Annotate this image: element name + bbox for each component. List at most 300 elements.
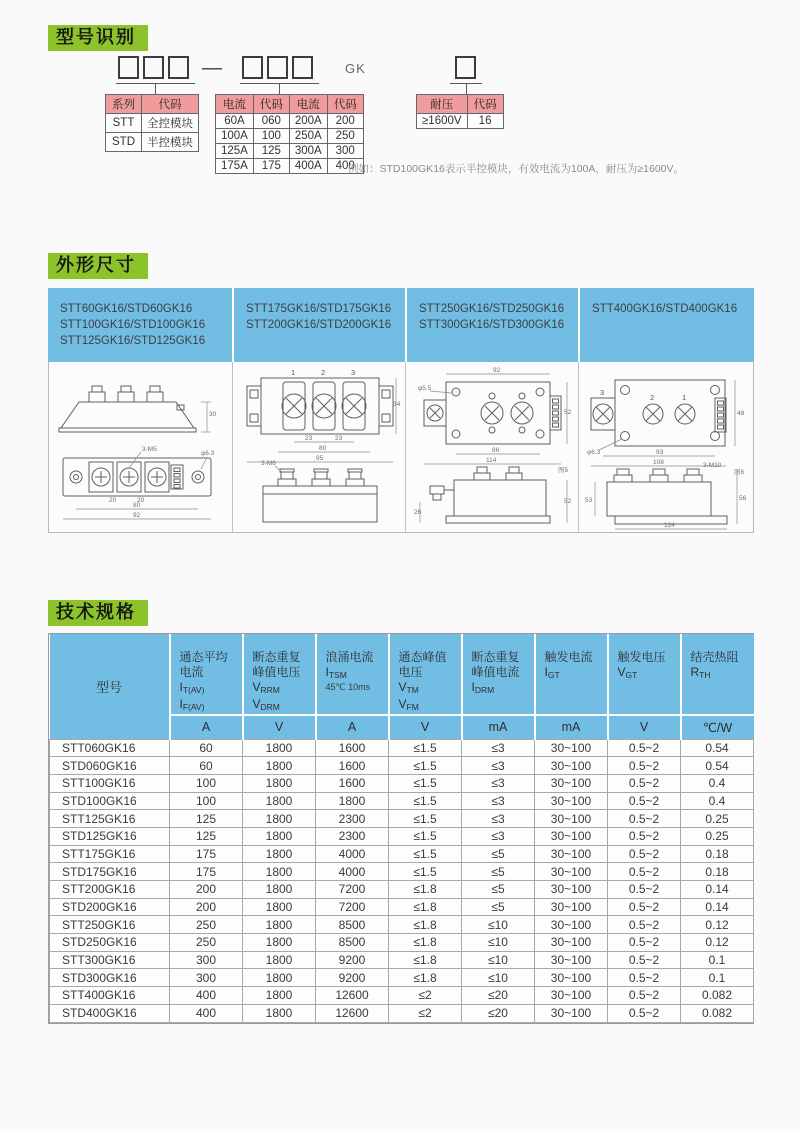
spec-cell-model: STT125GK16 bbox=[50, 810, 170, 828]
spec-cell-value: 1800 bbox=[243, 827, 316, 845]
spec-cell-value: ≤20 bbox=[462, 987, 535, 1005]
table-cell: 200 bbox=[327, 114, 363, 129]
current-code-table bbox=[215, 94, 364, 174]
section-title-outline: 外形尺寸 bbox=[48, 253, 148, 279]
symbol-subscript: GT bbox=[547, 670, 560, 680]
spec-cell-value: 400 bbox=[170, 987, 243, 1005]
spec-cell-value: 0.5~2 bbox=[608, 916, 681, 934]
model-code-boxes-series bbox=[118, 56, 189, 79]
spec-cell-value: 9200 bbox=[316, 951, 389, 969]
spec-unit-cell: mA bbox=[462, 715, 535, 739]
table-cell: 175A bbox=[216, 159, 254, 174]
spec-cell-value: ≤2 bbox=[389, 1004, 462, 1022]
spec-column-header bbox=[535, 634, 608, 715]
spec-data-row bbox=[50, 1004, 754, 1022]
spec-cell-value: 1800 bbox=[243, 951, 316, 969]
spec-cell-value: ≤20 bbox=[462, 1004, 535, 1022]
spec-cell-model: STT175GK16 bbox=[50, 845, 170, 863]
spec-cell-value: ≤1.5 bbox=[389, 810, 462, 828]
spec-cell-value: 1600 bbox=[316, 774, 389, 792]
module-drawing-175-200A bbox=[233, 362, 404, 532]
dim-label: 56 bbox=[738, 495, 746, 502]
spec-cell-value: 300 bbox=[170, 951, 243, 969]
spec-cell-value: ≤1.8 bbox=[389, 916, 462, 934]
spec-cell-value: 0.082 bbox=[681, 987, 754, 1005]
spec-data-row bbox=[50, 987, 754, 1005]
outline-model-group bbox=[578, 288, 754, 362]
spec-cell-value: 30~100 bbox=[535, 898, 608, 916]
spec-cell-value: ≤1.8 bbox=[389, 898, 462, 916]
spec-cell-value: 4000 bbox=[316, 845, 389, 863]
symbol-subscript: FM bbox=[406, 702, 419, 712]
figure-label: 图6 bbox=[733, 469, 744, 476]
spec-cell-value: 0.5~2 bbox=[608, 934, 681, 952]
table-cell: 16 bbox=[467, 114, 503, 129]
spec-cell-value: ≤3 bbox=[462, 739, 535, 757]
model-code-boxes-current bbox=[242, 56, 313, 79]
model-code-box-voltage bbox=[455, 56, 476, 79]
spec-cell-value: 30~100 bbox=[535, 934, 608, 952]
model-name: STT125GK16/STD125GK16 bbox=[60, 335, 206, 347]
module-drawing-400A bbox=[579, 362, 753, 532]
spec-cell-value: ≤5 bbox=[462, 845, 535, 863]
spec-cell-value: 1800 bbox=[243, 757, 316, 775]
spec-cell-value: 30~100 bbox=[535, 1004, 608, 1022]
spec-cell-model: STT100GK16 bbox=[50, 774, 170, 792]
spec-cell-value: 30~100 bbox=[535, 792, 608, 810]
spec-cell-value: 1800 bbox=[243, 792, 316, 810]
spec-cell-model: STD060GK16 bbox=[50, 757, 170, 775]
spec-cell-value: ≤10 bbox=[462, 934, 535, 952]
outline-drawing-3 bbox=[405, 362, 578, 532]
table-row bbox=[216, 129, 364, 144]
table-cell: 400 bbox=[327, 159, 363, 174]
spec-cell-value: 0.5~2 bbox=[608, 774, 681, 792]
outline-model-group bbox=[405, 288, 578, 362]
header-symbol: $I_{T(AV)}$ bbox=[179, 680, 205, 695]
table-row bbox=[216, 144, 364, 159]
dim-label: 92 bbox=[492, 367, 501, 374]
spec-column-header bbox=[681, 634, 754, 715]
spec-cell-value: 1800 bbox=[243, 1004, 316, 1022]
table-cell: 400A bbox=[289, 159, 327, 174]
spec-cell-value: 300 bbox=[170, 969, 243, 987]
spec-cell-value: 250 bbox=[170, 916, 243, 934]
header-symbol: $V_{DRM}$ bbox=[252, 697, 280, 712]
dim-label: 86 bbox=[491, 447, 500, 454]
spec-cell-value: 4000 bbox=[316, 863, 389, 881]
spec-cell-value: 30~100 bbox=[535, 916, 608, 934]
spec-cell-value: 0.5~2 bbox=[608, 845, 681, 863]
spec-cell-value: ≤1.5 bbox=[389, 845, 462, 863]
table-row bbox=[216, 114, 364, 129]
spec-unit-cell: V bbox=[389, 715, 462, 739]
code-box bbox=[242, 56, 263, 79]
spec-cell-value: 0.5~2 bbox=[608, 863, 681, 881]
spec-cell-value: ≤1.5 bbox=[389, 757, 462, 775]
symbol-subscript: F(AV) bbox=[182, 702, 205, 712]
dim-label: φ5.5 bbox=[417, 385, 432, 392]
spec-data-row bbox=[50, 845, 754, 863]
symbol-subscript: TH bbox=[699, 670, 711, 680]
spec-cell-value: ≤5 bbox=[462, 881, 535, 899]
series-code-table bbox=[105, 94, 199, 152]
spec-cell-value: ≤3 bbox=[462, 757, 535, 775]
spec-cell-value: ≤10 bbox=[462, 951, 535, 969]
terminal-number: 2 bbox=[321, 368, 326, 377]
table-cell: ≥1600V bbox=[417, 114, 468, 129]
header-text: 电流 bbox=[179, 665, 204, 679]
spec-cell-value: 400 bbox=[170, 1004, 243, 1022]
dim-label: 3-M10 bbox=[702, 462, 721, 469]
spec-cell-value: 175 bbox=[170, 863, 243, 881]
spec-cell-value: 0.4 bbox=[681, 774, 754, 792]
header-text: 触发电压 bbox=[617, 650, 666, 664]
table-header-row bbox=[106, 95, 199, 114]
module-drawing-250-300A bbox=[406, 362, 577, 532]
spec-cell-value: 175 bbox=[170, 845, 243, 863]
symbol-subscript: RRM bbox=[260, 685, 280, 695]
spec-cell-value: 1800 bbox=[243, 810, 316, 828]
spec-column-header bbox=[243, 634, 316, 715]
table-row bbox=[106, 133, 199, 152]
header-symbol: $R_{TH}$ bbox=[690, 665, 711, 680]
connector-line bbox=[279, 84, 280, 94]
dim-label: 93 bbox=[655, 449, 663, 456]
spec-cell-model: STD300GK16 bbox=[50, 969, 170, 987]
model-name: STT100GK16/STD100GK16 bbox=[60, 319, 206, 331]
spec-data-row bbox=[50, 739, 754, 757]
spec-cell-value: ≤3 bbox=[462, 774, 535, 792]
code-box bbox=[292, 56, 313, 79]
symbol-subscript: TSM bbox=[328, 670, 347, 680]
spec-cell-value: 0.18 bbox=[681, 863, 754, 881]
terminal-number: 3 bbox=[599, 388, 604, 397]
spec-cell-model: STT200GK16 bbox=[50, 881, 170, 899]
figure-label: 图5 bbox=[557, 467, 569, 474]
spec-cell-value: 1600 bbox=[316, 757, 389, 775]
header-symbol: $I_{GT}$ bbox=[544, 665, 560, 680]
header-symbol: $I_{F(AV)}$ bbox=[179, 697, 205, 712]
spec-unit-cell: A bbox=[316, 715, 389, 739]
spec-unit-cell: A bbox=[170, 715, 243, 739]
dim-label: 23 bbox=[335, 435, 343, 442]
dim-label: 3-M6 bbox=[261, 460, 277, 467]
spec-cell-value: 0.25 bbox=[681, 810, 754, 828]
spec-data-row bbox=[50, 827, 754, 845]
header-text: 触发电流 bbox=[544, 650, 593, 664]
dim-label: 20 bbox=[137, 497, 145, 504]
header-text: 峰值电流 bbox=[471, 665, 520, 679]
code-box bbox=[267, 56, 288, 79]
spec-cell-value: 0.25 bbox=[681, 827, 754, 845]
code-box bbox=[455, 56, 476, 79]
spec-cell-value: ≤3 bbox=[462, 792, 535, 810]
spec-cell-value: 0.5~2 bbox=[608, 810, 681, 828]
column-header: 电流 bbox=[289, 95, 327, 114]
spec-cell-value: ≤5 bbox=[462, 898, 535, 916]
spec-model-header: 型号 bbox=[50, 634, 170, 739]
spec-cell-value: ≤3 bbox=[462, 810, 535, 828]
code-box bbox=[168, 56, 189, 79]
spec-cell-value: 0.5~2 bbox=[608, 898, 681, 916]
spec-cell-model: STT300GK16 bbox=[50, 951, 170, 969]
spec-cell-value: 0.18 bbox=[681, 845, 754, 863]
spec-cell-value: 1800 bbox=[243, 969, 316, 987]
dim-label: 20 bbox=[109, 497, 117, 504]
model-name: STT200GK16/STD200GK16 bbox=[246, 319, 392, 331]
spec-cell-value: 1800 bbox=[243, 739, 316, 757]
spec-table-wrap bbox=[48, 633, 754, 1024]
outline-block bbox=[48, 288, 754, 533]
table-row bbox=[106, 114, 199, 133]
outline-model-group bbox=[48, 288, 232, 362]
spec-cell-value: 1800 bbox=[243, 916, 316, 934]
spec-cell-value: 1800 bbox=[243, 881, 316, 899]
spec-cell-value: 250 bbox=[170, 934, 243, 952]
spec-table bbox=[49, 634, 754, 1023]
spec-cell-value: ≤10 bbox=[462, 969, 535, 987]
table-cell: 100 bbox=[253, 129, 289, 144]
spec-cell-value: 1800 bbox=[243, 987, 316, 1005]
terminal-number: 1 bbox=[291, 368, 296, 377]
header-symbol: $I_{DRM}$ bbox=[471, 680, 495, 695]
model-code-dash: — bbox=[202, 57, 222, 79]
spec-column-header bbox=[170, 634, 243, 715]
header-text: 电压 bbox=[398, 665, 423, 679]
column-header: 系列 bbox=[106, 95, 142, 114]
spec-cell-value: 0.54 bbox=[681, 757, 754, 775]
spec-cell-value: ≤1.5 bbox=[389, 739, 462, 757]
spec-cell-value: 7200 bbox=[316, 881, 389, 899]
spec-cell-value: 125 bbox=[170, 827, 243, 845]
spec-cell-value: 30~100 bbox=[535, 757, 608, 775]
voltage-code-table bbox=[416, 94, 504, 129]
connector-line bbox=[466, 84, 467, 94]
terminal-number: 3 bbox=[351, 368, 356, 377]
header-text: 浪涌电流 bbox=[325, 650, 374, 664]
dim-label: 52 bbox=[563, 409, 572, 416]
table-cell: 全控模块 bbox=[142, 114, 199, 133]
spec-cell-value: 9200 bbox=[316, 969, 389, 987]
dim-label: 108 bbox=[652, 459, 664, 466]
spec-cell-value: 30~100 bbox=[535, 881, 608, 899]
table-cell: 300 bbox=[327, 144, 363, 159]
table-cell: 半控模块 bbox=[142, 133, 199, 152]
spec-cell-value: 1800 bbox=[243, 898, 316, 916]
spec-data-row bbox=[50, 898, 754, 916]
spec-cell-value: 0.5~2 bbox=[608, 951, 681, 969]
header-text: 断态重复 bbox=[252, 650, 301, 664]
spec-cell-value: ≤1.8 bbox=[389, 969, 462, 987]
symbol-subscript: DRM bbox=[474, 685, 495, 695]
code-box bbox=[118, 56, 139, 79]
spec-cell-value: 0.082 bbox=[681, 1004, 754, 1022]
header-text: 通态平均 bbox=[179, 650, 228, 664]
spec-cell-value: 30~100 bbox=[535, 969, 608, 987]
dim-label: 80 bbox=[133, 502, 141, 509]
outline-drawings bbox=[48, 362, 754, 533]
spec-cell-value: 30~100 bbox=[535, 987, 608, 1005]
spec-data-row bbox=[50, 863, 754, 881]
spec-cell-value: 30~100 bbox=[535, 774, 608, 792]
spec-cell-value: ≤1.5 bbox=[389, 863, 462, 881]
symbol-subscript: GT bbox=[625, 670, 638, 680]
outline-model-header bbox=[48, 288, 754, 362]
spec-cell-value: 0.5~2 bbox=[608, 827, 681, 845]
header-symbol: $I_{TSM}$ bbox=[325, 665, 347, 680]
table-cell: 200A bbox=[289, 114, 327, 129]
spec-cell-value: 0.5~2 bbox=[608, 757, 681, 775]
example-note: 例如：STD100GK16表示半控模块，有效电流为100A，耐压为≥1600V。 bbox=[348, 163, 685, 175]
dim-label: φ6.3 bbox=[201, 450, 215, 457]
table-cell: 175 bbox=[253, 159, 289, 174]
spec-cell-value: ≤5 bbox=[462, 863, 535, 881]
spec-cell-value: 100 bbox=[170, 792, 243, 810]
spec-column-header bbox=[316, 634, 389, 715]
symbol-subscript: T(AV) bbox=[182, 685, 205, 695]
spec-cell-value: 1600 bbox=[316, 739, 389, 757]
dim-label: 53 bbox=[584, 497, 592, 504]
spec-cell-value: 30~100 bbox=[535, 951, 608, 969]
spec-cell-value: 2300 bbox=[316, 810, 389, 828]
spec-cell-value: ≤1.8 bbox=[389, 934, 462, 952]
outline-drawing-2 bbox=[232, 362, 405, 532]
spec-cell-value: ≤1.5 bbox=[389, 792, 462, 810]
model-name: STT300GK16/STD300GK16 bbox=[419, 319, 565, 331]
spec-header-row bbox=[50, 634, 754, 715]
header-text: 结壳热阻 bbox=[690, 650, 739, 664]
table-header-row bbox=[417, 95, 504, 114]
dim-label: 114 bbox=[485, 457, 497, 464]
spec-cell-model: STD400GK16 bbox=[50, 1004, 170, 1022]
spec-cell-model: STD200GK16 bbox=[50, 898, 170, 916]
spec-cell-model: STT250GK16 bbox=[50, 916, 170, 934]
table-header-row bbox=[216, 95, 364, 114]
column-header: 代码 bbox=[253, 95, 289, 114]
dim-label: 95 bbox=[316, 455, 324, 462]
spec-cell-value: 30~100 bbox=[535, 845, 608, 863]
symbol-subscript: DRM bbox=[260, 702, 280, 712]
spec-cell-value: ≤1.8 bbox=[389, 881, 462, 899]
terminal-number: 1 bbox=[681, 393, 686, 402]
dim-label: 3-M5 bbox=[142, 446, 157, 453]
spec-unit-cell: V bbox=[608, 715, 681, 739]
spec-data-row bbox=[50, 757, 754, 775]
column-header: 代码 bbox=[467, 95, 503, 114]
spec-cell-value: 12600 bbox=[316, 1004, 389, 1022]
symbol-subscript: TM bbox=[406, 685, 419, 695]
spec-cell-value: 8500 bbox=[316, 916, 389, 934]
outline-drawing-1 bbox=[49, 362, 232, 532]
spec-cell-value: 100 bbox=[170, 774, 243, 792]
spec-cell-value: ≤1.5 bbox=[389, 827, 462, 845]
spec-cell-model: STD125GK16 bbox=[50, 827, 170, 845]
model-name: STT250GK16/STD250GK16 bbox=[419, 303, 565, 315]
model-name: STT60GK16/STD60GK16 bbox=[60, 303, 193, 315]
spec-cell-value: 0.1 bbox=[681, 951, 754, 969]
table-cell: 250 bbox=[327, 129, 363, 144]
spec-cell-value: 0.5~2 bbox=[608, 969, 681, 987]
spec-cell-value: 30~100 bbox=[535, 827, 608, 845]
spec-cell-model: STD250GK16 bbox=[50, 934, 170, 952]
spec-column-header bbox=[608, 634, 681, 715]
spec-cell-value: 0.14 bbox=[681, 881, 754, 899]
spec-cell-value: 0.5~2 bbox=[608, 739, 681, 757]
spec-cell-value: ≤10 bbox=[462, 916, 535, 934]
spec-cell-value: 0.5~2 bbox=[608, 881, 681, 899]
spec-data-row bbox=[50, 881, 754, 899]
spec-cell-value: 0.12 bbox=[681, 934, 754, 952]
dim-label: 34 bbox=[393, 401, 401, 408]
spec-data-row bbox=[50, 774, 754, 792]
dim-label: 92 bbox=[133, 512, 141, 519]
spec-cell-value: ≤1.5 bbox=[389, 774, 462, 792]
table-cell: 300A bbox=[289, 144, 327, 159]
spec-cell-value: 1800 bbox=[243, 934, 316, 952]
spec-cell-value: 200 bbox=[170, 898, 243, 916]
spec-data-row bbox=[50, 792, 754, 810]
header-symbol: $V_{RRM}$ bbox=[252, 680, 280, 695]
terminal-number: 2 bbox=[649, 393, 654, 402]
spec-column-header bbox=[462, 634, 535, 715]
outline-model-group bbox=[232, 288, 405, 362]
spec-cell-value: 200 bbox=[170, 881, 243, 899]
spec-cell-model: STD100GK16 bbox=[50, 792, 170, 810]
spec-unit-cell: V bbox=[243, 715, 316, 739]
table-cell: 250A bbox=[289, 129, 327, 144]
dim-label: 23 bbox=[305, 435, 313, 442]
spec-cell-value: ≤3 bbox=[462, 827, 535, 845]
spec-cell-value: 1800 bbox=[316, 792, 389, 810]
spec-cell-value: 30~100 bbox=[535, 863, 608, 881]
header-note: 45℃ 10ms bbox=[325, 682, 371, 692]
spec-unit-cell: mA bbox=[535, 715, 608, 739]
spec-cell-value: 0.5~2 bbox=[608, 792, 681, 810]
table-cell: 060 bbox=[253, 114, 289, 129]
column-header: 电流 bbox=[216, 95, 254, 114]
spec-cell-model: STT060GK16 bbox=[50, 739, 170, 757]
header-symbol: $V_{FM}$ bbox=[398, 697, 419, 712]
spec-cell-value: 125 bbox=[170, 810, 243, 828]
column-header: 耐压 bbox=[417, 95, 468, 114]
spec-cell-value: 1800 bbox=[243, 863, 316, 881]
code-box bbox=[143, 56, 164, 79]
dim-label: φ6.3 bbox=[586, 449, 600, 456]
spec-cell-value: 1800 bbox=[243, 774, 316, 792]
spec-cell-model: STT400GK16 bbox=[50, 987, 170, 1005]
spec-cell-value: 0.1 bbox=[681, 969, 754, 987]
model-code-suffix: GK bbox=[345, 61, 366, 76]
spec-cell-value: 30~100 bbox=[535, 739, 608, 757]
model-name: STT175GK16/STD175GK16 bbox=[246, 303, 392, 315]
header-text: 断态重复 bbox=[471, 650, 520, 664]
table-cell: STD bbox=[106, 133, 142, 152]
header-symbol: $V_{TM}$ bbox=[398, 680, 419, 695]
spec-cell-value: 0.14 bbox=[681, 898, 754, 916]
table-row bbox=[216, 159, 364, 174]
spec-cell-value: ≤1.8 bbox=[389, 951, 462, 969]
dim-label: 26 bbox=[413, 509, 422, 516]
spec-unit-cell: ℃/W bbox=[681, 715, 754, 739]
table-cell: 125 bbox=[253, 144, 289, 159]
table-cell: 125A bbox=[216, 144, 254, 159]
spec-cell-value: 0.4 bbox=[681, 792, 754, 810]
spec-cell-value: 60 bbox=[170, 739, 243, 757]
spec-cell-value: 12600 bbox=[316, 987, 389, 1005]
spec-cell-value: 0.5~2 bbox=[608, 987, 681, 1005]
dim-label: 52 bbox=[563, 498, 572, 505]
